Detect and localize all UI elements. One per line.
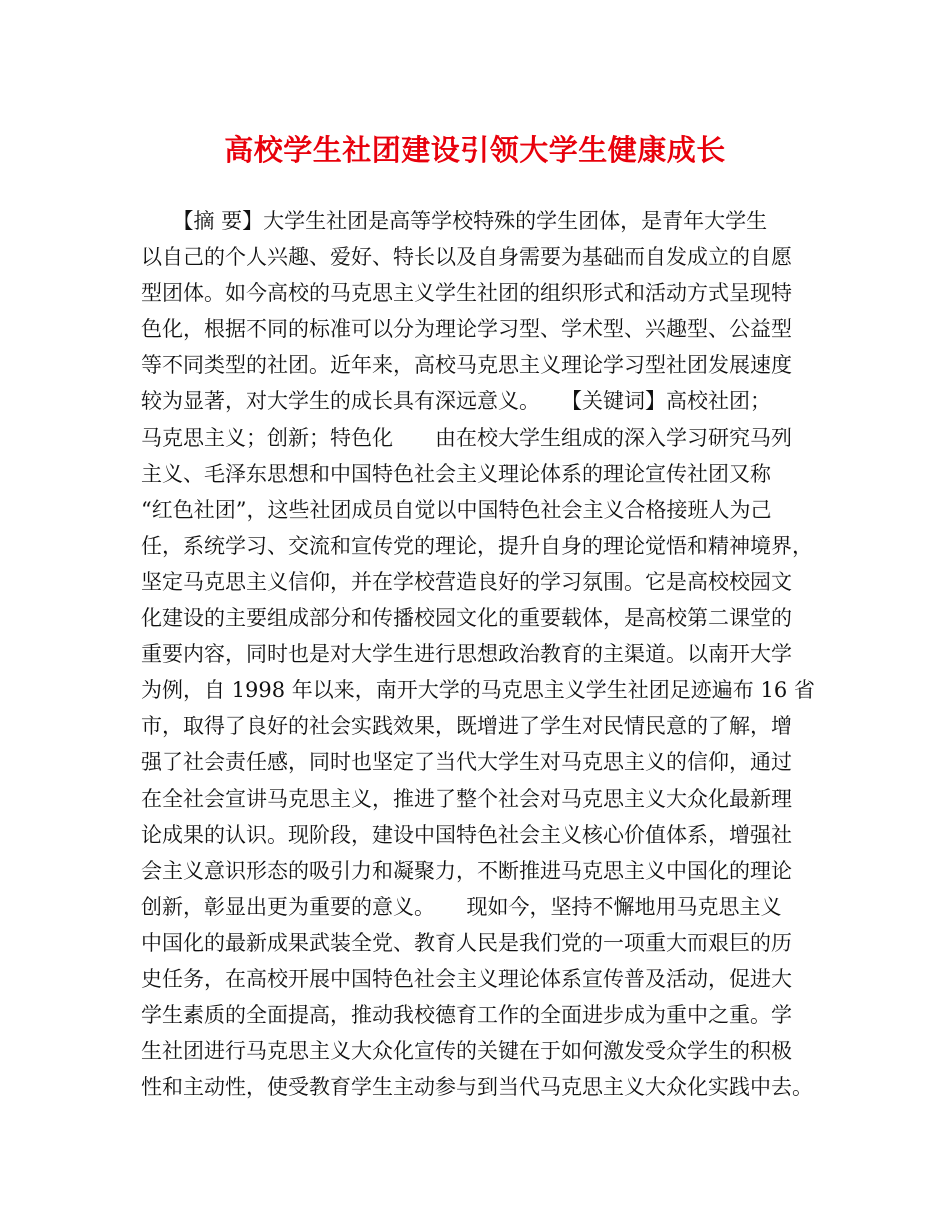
body-line: 坚定马克思主义信仰，并在学校营造良好的学习氛围。它是高校校园文 [141,569,792,594]
body-line: 性和主动性，使受教育学生主动参与到当代马克思主义大众化实践中去。 [141,1075,813,1100]
body-line: 色化，根据不同的标准可以分为理论学习型、学术型、兴趣型、公益型 [141,317,792,342]
body-line: 以自己的个人兴趣、爱好、特长以及自身需要为基础而自发成立的自愿 [141,245,792,270]
body-line: 为例，自 1998 年以来，南开大学的马克思主义学生社团足迹遍布 16 省 [141,678,815,703]
body-line: 创新，彰显出更为重要的意义。 现如今，坚持不懈地用马克思主义 [141,894,782,919]
document-title: 高校学生社团建设引领大学生健康成长 [224,133,726,167]
body-line: 等不同类型的社团。近年来，高校马克思主义理论学习型社团发展速度 [141,353,792,378]
body-line: 【摘 要】大学生社团是高等学校特殊的学生团体，是青年大学生 [141,209,768,233]
body-line: 史任务，在高校开展中国特色社会主义理论体系宣传普及活动，促进大 [141,966,792,991]
body-line: 任，系统学习、交流和宣传党的理论，提升自身的理论觉悟和精神境界， [141,533,813,558]
body-line: 强了社会责任感，同时也坚定了当代大学生对马克思主义的信仰，通过 [141,750,792,775]
body-line: 马克思主义；创新；特色化 由在校大学生组成的深入学习研究马列 [141,425,792,450]
body-line: 型团体。如今高校的马克思主义学生社团的组织形式和活动方式呈现特 [141,281,792,306]
body-line: 重要内容，同时也是对大学生进行思想政治教育的主渠道。以南开大学 [141,642,792,667]
body-line: 论成果的认识。现阶段，建设中国特色社会主义核心价值体系，增强社 [141,822,792,847]
body-line: “红色社团”，这些社团成员自觉以中国特色社会主义合格接班人为己 [141,497,772,522]
body-line: 市，取得了良好的社会实践效果，既增进了学生对民情民意的了解，增 [141,714,792,739]
body-line: 在全社会宣讲马克思主义，推进了整个社会对马克思主义大众化最新理 [141,786,792,811]
body-line: 较为显著，对大学生的成长具有深远意义。 【关键词】高校社团； [141,389,771,414]
document-body [141,203,823,1105]
body-line: 会主义意识形态的吸引力和凝聚力，不断推进马克思主义中国化的理论 [141,858,792,883]
body-line: 生社团进行马克思主义大众化宣传的关键在于如何激发受众学生的积极 [141,1039,792,1064]
body-line: 学生素质的全面提高，推动我校德育工作的全面进步成为重中之重。学 [141,1003,792,1028]
body-line: 中国化的最新成果武装全党、教育人民是我们党的一项重大而艰巨的历 [141,930,792,955]
body-line: 主义、毛泽东思想和中国特色社会主义理论体系的理论宣传社团又称 [141,461,771,486]
body-line: 化建设的主要组成部分和传播校园文化的重要载体，是高校第二课堂的 [141,606,792,631]
